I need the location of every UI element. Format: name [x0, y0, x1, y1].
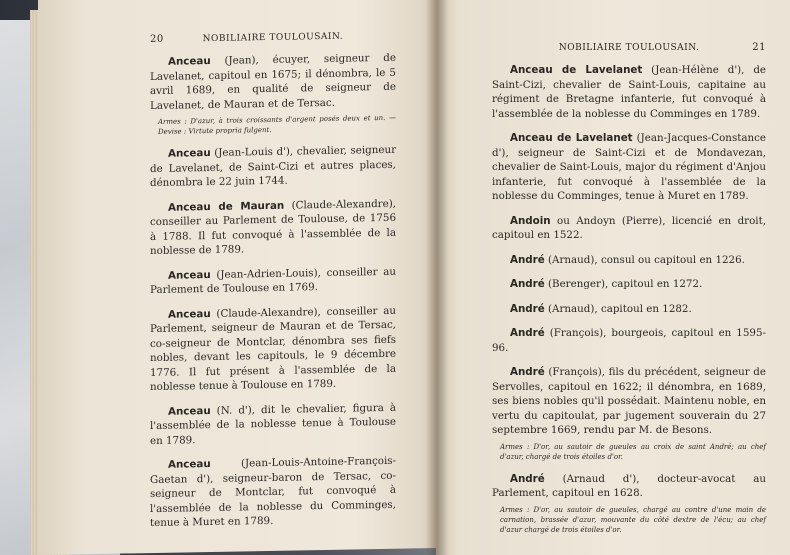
page-number: 20: [150, 33, 164, 46]
entry-text: (Claude-Alexandre), conseiller au Parlement, seigneur de Mauran et de Tersac, co-seigneur de Montclar, dénombra ses fiefs nobles, devant les capitouls, le 9 décembre 1776. Il fut présent à l'assemblée de la noblesse tenue à Toulouse en 1789.: [150, 304, 396, 394]
entry-name: Anceau: [168, 54, 211, 68]
entry-name: Anceau: [168, 457, 211, 471]
left-page-header: [150, 30, 396, 45]
entry-name: André: [510, 278, 545, 290]
entry: [492, 253, 766, 268]
entry-text: (Arnaud), consul ou capitoul en 1226.: [544, 253, 745, 266]
right-entries: [492, 63, 766, 535]
entry: [492, 472, 766, 501]
coat-of-arms-note: Armes : D'azur, à trois croissants d'argent posés deux et un. — Devise : Virtute propria fulgent.: [158, 113, 396, 136]
running-head: NOBILIAIRE TOULOUSAIN.: [202, 31, 344, 45]
entry: [150, 303, 396, 394]
entry-name: André: [510, 327, 545, 339]
entry: [150, 264, 396, 297]
entry: [150, 196, 396, 258]
entry-name: Anceau de Mauran: [168, 199, 285, 214]
entry: [150, 400, 396, 448]
entry-name: Andoin: [510, 214, 551, 227]
entry: [150, 143, 396, 191]
entry-name: André: [510, 302, 545, 315]
entry-name: André: [510, 366, 545, 378]
entry: [492, 214, 766, 243]
entry-text: (Arnaud), capitoul en 1282.: [544, 302, 692, 315]
left-entries: [150, 51, 396, 531]
entry-text: (Jean-Hélène d'), de Saint-Cizi, chevalier de Saint-Louis, capitaine au régiment de Bretagne infanterie, fut convoqué à l'assemblée de la noblesse du Comminges en 1789.: [492, 64, 767, 120]
entry-text: (Jean-Louis d'), chevalier, seigneur de Lavelanet, de Saint-Cizi et autres places, dénombra le 22 juin 1744.: [150, 143, 396, 190]
entry: [492, 277, 766, 292]
entry-text: (Jean-Jacques-Constance d'), seigneur de Saint-Cizi et de Mondavezan, chevalier de Saint-Louis, major du régiment d'Anjou infanterie, fut convoqué à l'assemblée de la noblesse du Comminges, tenue à Muret en 1789.: [492, 132, 766, 202]
coat-of-arms-note: Armes : D'or, au sautoir de gueules au croix de saint André; au chef d'azur, chargé de trois étoiles d'or.: [500, 442, 766, 461]
entry-text: (Jean), écuyer, seigneur de Lavelanet, capitoul en 1675; il dénombra, le 5 avril 1689, en qualité de seigneur de Lavelanet, de Mauran et de Tersac.: [150, 51, 396, 112]
entry-text: (Jean-Louis-Antoine-François-Gaetan d'), seigneur-baron de Tersac, co-seigneur de Montclar, fut convoqué à l'assemblée de la noblesse du Comminges, tenue à Muret en 1789.: [150, 454, 396, 530]
entry-text: (N. d'), dit le chevalier, figura à l'assemblée de la noblesse tenue à Toulouse en 1789.: [150, 401, 396, 447]
entry-text: (Claude-Alexandre), conseiller au Parlement de Toulouse, de 1756 à 1788. Il fut convoqué à l'assemblée de la noblesse de 1789.: [150, 197, 396, 258]
running-head: NOBILIAIRE TOULOUSAIN.: [558, 43, 700, 53]
entry-name: Anceau de Lavelanet: [510, 132, 633, 144]
entry: [150, 454, 396, 531]
entry-name: Anceau de Lavelanet: [510, 64, 643, 76]
right-page: [436, 0, 790, 555]
entry-text: (Jean-Adrien-Louis), conseiller au Parlement de Toulouse en 1769.: [150, 265, 396, 297]
entry-name: Anceau: [168, 268, 211, 282]
entry-text: ou Andoyn (Pierre), licencié en droit, capitoul en 1522.: [492, 214, 766, 241]
entry-name: André: [510, 472, 545, 485]
entry: [492, 326, 766, 355]
right-page-header: [492, 42, 766, 53]
entry-name: Anceau: [168, 146, 211, 160]
entry: [492, 63, 766, 121]
entry: [492, 302, 766, 317]
entry-text: (Berenger), capitoul en 1272.: [544, 278, 703, 290]
entry: [492, 365, 766, 438]
page-number: 21: [752, 42, 766, 53]
entry-name: Anceau: [168, 404, 211, 418]
entry-text: (François), bourgeois, capitoul en 1595-96.: [492, 327, 766, 354]
entry-text: (Arnaud d'), docteur-avocat au Parlement, capitoul en 1628.: [492, 472, 766, 499]
entry-name: Anceau: [168, 307, 211, 321]
entry-name: André: [510, 253, 545, 266]
entry: [150, 51, 396, 113]
coat-of-arms-note: Armes : D'or, au sautoir de gueules, chargé au contre d'une main de carnation, brassée d'azur, mouvante du côté dextre de l'écu; au chef d'azur chargé de trois étoiles d'or.: [500, 505, 766, 534]
left-page: [38, 0, 436, 555]
entry-text: (François), fils du précédent, seigneur de Servolles, capitoul en 1622; il dénombra, en 1689, ses biens nobles qu'il possédait. Maintenu noble, en vertu du capitoulat, par jugement souverain du 27 septembre 1669, rendu par M. de Besons.: [492, 366, 766, 436]
entry: [492, 131, 766, 204]
open-book: [38, 0, 790, 555]
